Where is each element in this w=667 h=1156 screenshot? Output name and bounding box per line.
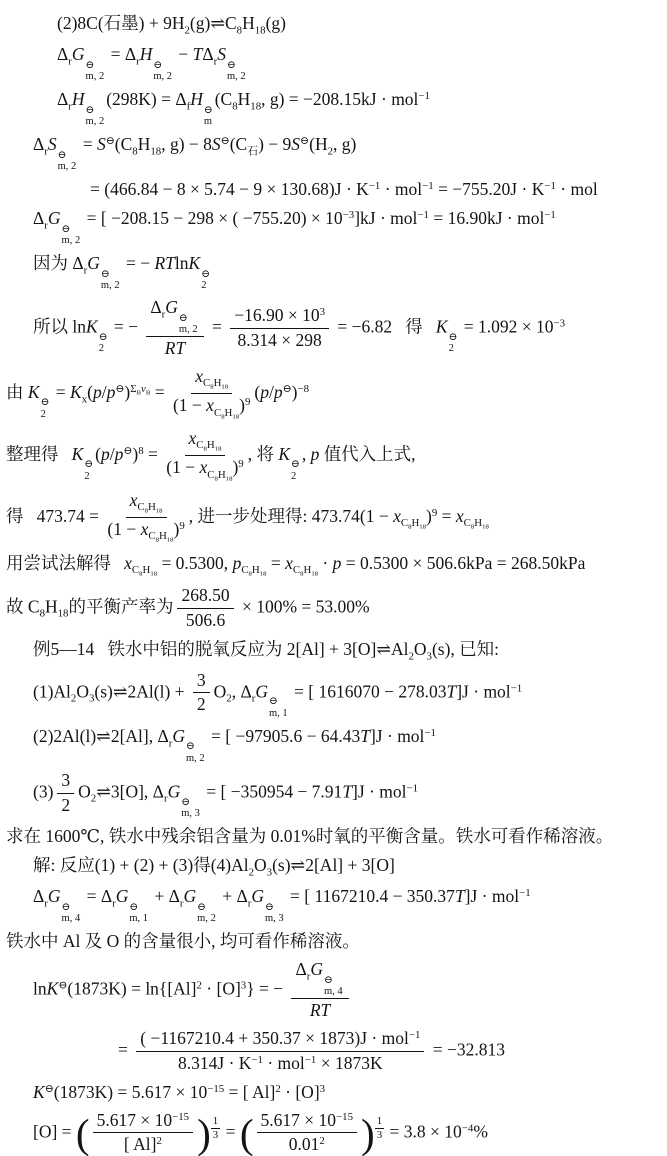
formula-line: $K^⊖(1873K) = 5.617 \times 10^{-15}$ = [ $Al]^2 \cdot [O]^3$: [33, 1081, 326, 1102]
standard-state-sup-sub: ⊖ 2: [201, 268, 211, 291]
standard-state-sup-sub: ⊖ m, 2: [153, 59, 173, 83]
standard-state-sup-sub: ⊖ m, 1: [269, 696, 288, 719]
standard-state-sup-sub: ⊖ m, 2: [85, 59, 105, 83]
formula-line: (2)8C(石墨) + $9H_2(g)\rightleftharpoons C_8H_{18}(g)$: [57, 13, 286, 37]
standard-state-sup-sub: ⊖ m, 2: [178, 312, 198, 335]
fraction: $\frac{5.617 \times 10^{-15}}{0.01^2}$: [257, 1110, 357, 1156]
formula-line: $\Delta_rH$ ⊖ m, 2 $(298K) = \Delta_fH$ ⊖ m ($C_8H_{18}$, g) = −208.15kJ · mol$^{-1}$: [57, 89, 430, 128]
fraction: 1 3: [212, 1114, 219, 1141]
formula-line: 铁水中 Al 及 O 的含量很小, 均可看作稀溶液。: [6, 931, 360, 952]
standard-state-sup-sub: ⊖ m: [203, 104, 213, 128]
standard-state-sup-sub: ⊖ m, 2: [227, 59, 246, 83]
fraction: 1 3: [376, 1114, 383, 1141]
standard-state-sup-sub: ⊖ 2: [98, 331, 108, 355]
standard-state-sup-sub: ⊖ m, 1: [129, 901, 149, 925]
formula-line: $\Delta_rG$ ⊖ m, 2 = $\Delta_rH$ ⊖ m, 2 − $T\Delta_rS$ ⊖ m, 2: [57, 44, 246, 83]
fraction: $\Delta_rG$ ⊖ m, 4 RT: [291, 959, 348, 1022]
formula-line: 由 K ⊖ 2 = $K_x(p/p^⊖)^{\Sigma_B\nu_B}$ = $\frac{x_{C_8H_{18}}}{(1 - x_{C_8H_{18}})^9}$ $(p/p^⊖)^{-8}$: [6, 366, 310, 421]
standard-state-sup-sub: ⊖ m, 2: [197, 901, 216, 925]
fraction: $\frac{x_{C_8H_{18}}}{(1 - x_{C_8H_{18}})^9}$: [166, 427, 244, 483]
formula-line: 用尝试法解得 $x_{C_8H_{18}} = 0.5300$, $p_{C_8H_{18}} = x_{C_8H_{18}} \cdot p = 0.5300 \times 506.6kPa = 268.50kPa$: [6, 552, 586, 578]
standard-state-sup-sub: ⊖ m, 2: [186, 741, 205, 764]
standard-state-sup-sub: ⊖ 2: [291, 459, 300, 482]
fraction: $\frac{x_{C_8H_{18}}}{(1 - x_{C_8H_{18}})^9}$: [172, 366, 251, 421]
fraction: $\frac{268.50}{506.6}$: [177, 585, 233, 632]
formula-line: 所以 lnK ⊖ 2 = − $\Delta_rG$ ⊖ m, 2 RT = $\frac{-16.90 \times 10^3}{8.314 \times 298}$ = −6.82 得 K ⊖ 2 = $1.092 \times 10^{-3}$: [33, 297, 566, 359]
formula-line: (3) $\frac{3}{2}$ $O_2\rightleftharpoons 3[O]$, $\Delta_rG$ ⊖ m, 3 = [ −350954 − 7.91T]J · mol$^{-1}$: [33, 769, 419, 819]
formula-line: 故 $C_8H_{18}$的平衡产率为 $\frac{268.50}{506.6}$ × 100% = 53.00%: [6, 585, 370, 631]
formula-line: 整理得 K ⊖ 2 $(p/p^⊖)^8$ = $\frac{x_{C_8H_{18}}}{(1 - x_{C_8H_{18}})^9}$ , 将 K ⊖ 2 , p 值代入上式,: [6, 427, 416, 483]
formula-line: 解: 反应(1) + (2) + (3)得$(4)Al_2O_3(s)\rightleftharpoons 2[Al] + 3[O]$: [33, 855, 395, 879]
formula-line: [O] = ( $\frac{5.617 \times 10^{-15}}{[ Al]^2}$ ) $^{\frac{1}{3}}$ = ( $\frac{5.617 \times 10^{-15}}{0.01^2}$ ) $^{\frac{1}{3}}$ = $3.8 \times 10^{-4}\%$: [33, 1109, 488, 1156]
standard-state-sup-sub: ⊖ 2: [40, 397, 50, 420]
formula-line: $\Delta_rG$ ⊖ m, 2 = [ −208.15 − 298 × ( $-755.20) \times 10^{-3}]kJ \cdot mol^{-1} = 16.90kJ \cdot mol^{-1}$: [33, 208, 556, 246]
standard-state-sup-sub: ⊖ m, 3: [264, 901, 284, 925]
fraction: $\frac{3}{2}$: [193, 670, 210, 717]
standard-state-sup-sub: ⊖ m, 2: [85, 104, 105, 128]
fraction: $\Delta_rG$ ⊖ m, 2 RT: [146, 297, 203, 360]
formula-line: = $\frac{( -1167210.4 + 350.37 \times 1873)J \cdot mol^{-1}}{8.314J \cdot K^{-1} \cdot mol^{-1} \times 1873K}$ = −32.813: [118, 1028, 506, 1073]
formula-line: 例5—14 铁水中铝的脱氧反应为 $2[Al] + 3[O]\rightleftharpoons Al_2O_3(s)$, 已知:: [33, 639, 500, 663]
standard-state-sup-sub: ⊖ m, 2: [61, 223, 81, 246]
standard-state-sup-sub: ⊖ m, 2: [100, 268, 120, 291]
standard-state-sup-sub: ⊖ m, 4: [324, 974, 343, 997]
standard-state-sup-sub: ⊖ 2: [84, 459, 94, 482]
standard-state-sup-sub: ⊖ 2: [448, 331, 458, 355]
standard-state-sup-sub: ⊖ m, 2: [57, 149, 77, 173]
formula-line: 求在 1600℃, 铁水中残余铝含量为 0.01%时氧的平衡含量。铁水可看作稀溶液。: [6, 826, 614, 847]
fraction: $\frac{3}{2}$: [57, 770, 74, 817]
formula-line: $\Delta_rS$ ⊖ m, 2 = $S^⊖(C_8H_{18}$, $g) - 8S^⊖(C_石) - 9S^⊖(H_2$, g): [33, 134, 357, 173]
formula-line: $\Delta_rG$ ⊖ m, 4 = $\Delta_rG$ ⊖ m, 1 + $\Delta_rG$ ⊖ m, 2 + $\Delta_rG$ ⊖ m, 3 = [ 1167210.4 − 350.37T]J · mol$^{-1}$: [33, 886, 531, 925]
fraction: $\frac{5.617 \times 10^{-15}}{[ Al]^2}$: [93, 1110, 193, 1156]
formula-line: (2)2Al(l)⇌2[Al], $\Delta_rG$ ⊖ m, 2 = [ −97905.6 − 64.43T]J · mol$^{-1}$: [33, 725, 436, 764]
fraction: $\frac{x_{C_8H_{18}}}{(1 - x_{C_8H_{18}})^9}$: [107, 489, 185, 545]
formula-line: = $(466.84 - 8 \times 5.74 - 9 \times 130.68)J \cdot K^{-1} \cdot mol^{-1} = -755.20J \cdot K^{-1}$ · mol: [90, 179, 598, 200]
standard-state-sup-sub: ⊖ m, 3: [181, 796, 200, 819]
formula-line: 得 473.74 = $\frac{x_{C_8H_{18}}}{(1 - x_{C_8H_{18}})^9}$ , 进一步处理得: $473.74(1 - x_{C_8H_{18}})^9 = x_{C_8H_{18}}$: [6, 489, 489, 545]
fraction: $\frac{( -1167210.4 + 350.37 \times 1873)J \cdot mol^{-1}}{8.314J \cdot K^{-1} \cdot mol^{-1} \times 1873K}$: [136, 1028, 424, 1075]
formula-line: $\ln K^⊖(1873K) = \ln\{[Al]^2 \cdot [O]^3\}$ = − $\Delta_rG$ ⊖ m, 4 RT: [0, 959, 353, 1022]
fraction: $\frac{-16.90 \times 10^3}{8.314 \times 298}$: [230, 305, 329, 352]
formula-line: 因为 $\Delta_rG$ ⊖ m, 2 = − RTlnK ⊖ 2: [33, 253, 211, 291]
formula-line: $(1)Al_2O_3(s)\rightleftharpoons 2Al(l)$ + $\frac{3}{2}$ $O_2$, $\Delta_rG$ ⊖ m, 1 = [ 1616070 − 278.03T]J · mol$^{-1}$: [33, 669, 523, 719]
standard-state-sup-sub: ⊖ m, 4: [61, 901, 81, 925]
